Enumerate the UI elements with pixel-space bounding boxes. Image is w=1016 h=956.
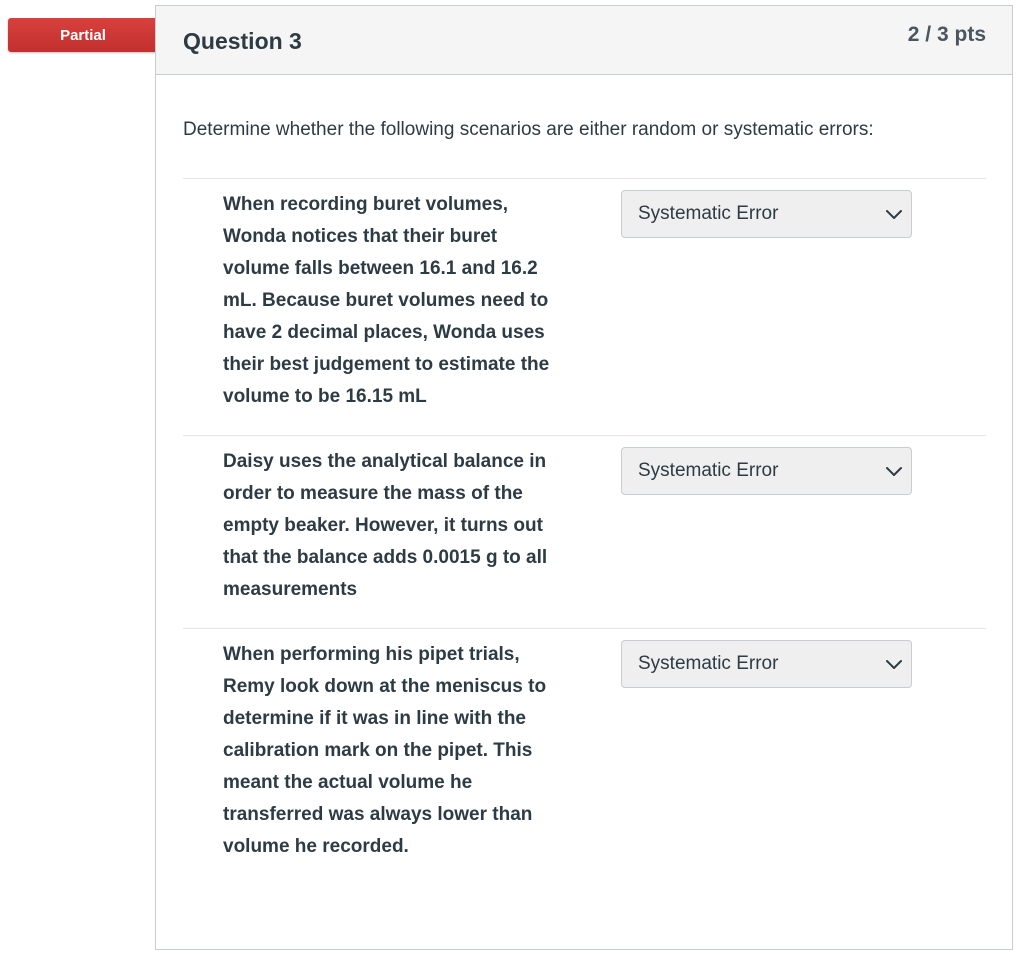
question-title: Question 3 xyxy=(183,28,302,54)
question-points: 2 / 3 pts xyxy=(907,23,986,46)
answer-select[interactable] xyxy=(621,447,912,495)
banner-label: Partial xyxy=(60,26,106,44)
question-body xyxy=(156,119,1012,885)
scenario-text: When recording buret volumes, Wonda notices that their buret volume falls between 16.1 and 16.2 mL. Because buret volumes need to have 2 decimal places, Wonda uses their best judgement to estimate the volume to be 16.15 mL xyxy=(223,194,550,407)
chevron-down-icon xyxy=(885,462,903,480)
answer-select[interactable] xyxy=(621,640,912,688)
chevron-down-icon xyxy=(885,205,903,223)
scenario-text: Daisy uses the analytical balance in order to measure the mass of the empty beaker. However, it turns out that the balance adds 0.0015 g to all measurements xyxy=(223,451,548,600)
question-card xyxy=(155,5,1013,950)
question-header xyxy=(156,6,1012,75)
scenario-text: When performing his pipet trials, Remy look down at the meniscus to determine if it was in line with the calibration mark on the pipet. This meant the actual volume he transferred was always lower than volume he recorded. xyxy=(223,644,547,857)
answer-row xyxy=(183,436,986,629)
answer-select-value: Systematic Error xyxy=(638,460,779,481)
partial-score-banner xyxy=(8,18,158,52)
answer-select-value: Systematic Error xyxy=(638,653,779,674)
answer-row xyxy=(183,179,986,436)
question-prompt: Determine whether the following scenarios are either random or systematic errors: xyxy=(183,119,874,140)
answer-row xyxy=(183,629,986,885)
answer-select[interactable] xyxy=(621,190,912,238)
answer-select-value: Systematic Error xyxy=(638,203,779,224)
chevron-down-icon xyxy=(885,655,903,673)
